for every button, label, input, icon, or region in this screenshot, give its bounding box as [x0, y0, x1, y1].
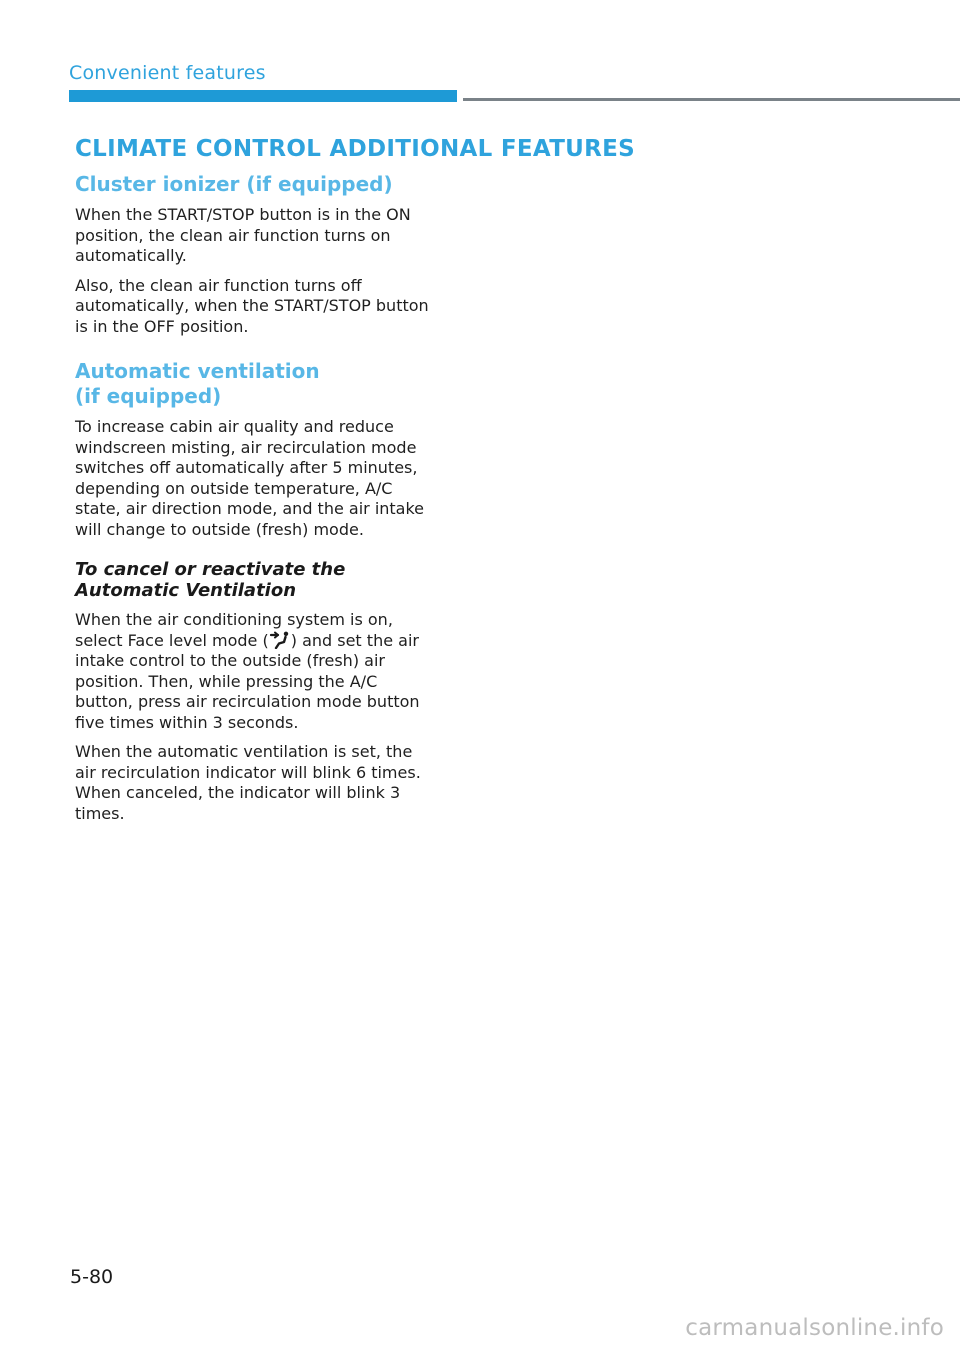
- ventilation-title-line-1: Automatic ventilation: [75, 359, 320, 383]
- cancel-heading: [75, 559, 435, 601]
- face-level-mode-icon: [269, 631, 291, 649]
- page-number: 5-80: [70, 1266, 114, 1288]
- header-accent-bar: [69, 90, 457, 102]
- cancel-heading-line-2: Automatic Ventilation: [75, 580, 297, 601]
- watermark: carmanualsonline.info: [685, 1315, 944, 1341]
- ventilation-title-line-2: (if equipped): [75, 384, 222, 408]
- cancel-text-before-icon: When the air conditioning system is on, select Face level mode (: [75, 610, 393, 650]
- cancel-paragraph-1: [75, 610, 435, 733]
- main-content: [75, 136, 636, 833]
- cancel-heading-line-1: To cancel or reactivate the: [75, 559, 346, 580]
- ventilation-title: [75, 359, 435, 409]
- header-rule: [463, 98, 960, 101]
- cancel-text-after-icon: ) and set the air intake control to the outside (fresh) air position. Then, while pressing the A/C button, press air recirculation mode button five times within 3 seconds.: [75, 630, 420, 732]
- ionizer-title: Cluster ionizer (if equipped): [75, 172, 393, 196]
- running-head-title: Convenient features: [69, 62, 266, 84]
- ventilation-paragraph-1: To increase cabin air quality and reduce windscreen misting, air recirculation mode switches off automatically after 5 minutes, depending on outside temperature, A/C state, air direction mode, and the air intake will change to outside (fresh) mode.: [75, 417, 425, 539]
- cancel-paragraph-2: When the automatic ventilation is set, the air recirculation indicator will blink 6 times. When canceled, the indicator will blink 3 times.: [75, 742, 421, 823]
- ionizer-paragraph-2: Also, the clean air function turns off automatically, when the START/STOP button is in the OFF position.: [75, 275, 429, 336]
- section-title: CLIMATE CONTROL ADDITIONAL FEATURES: [75, 136, 636, 162]
- ionizer-paragraph-1: When the START/STOP button is in the ON position, the clean air function turns on automatically.: [75, 205, 411, 265]
